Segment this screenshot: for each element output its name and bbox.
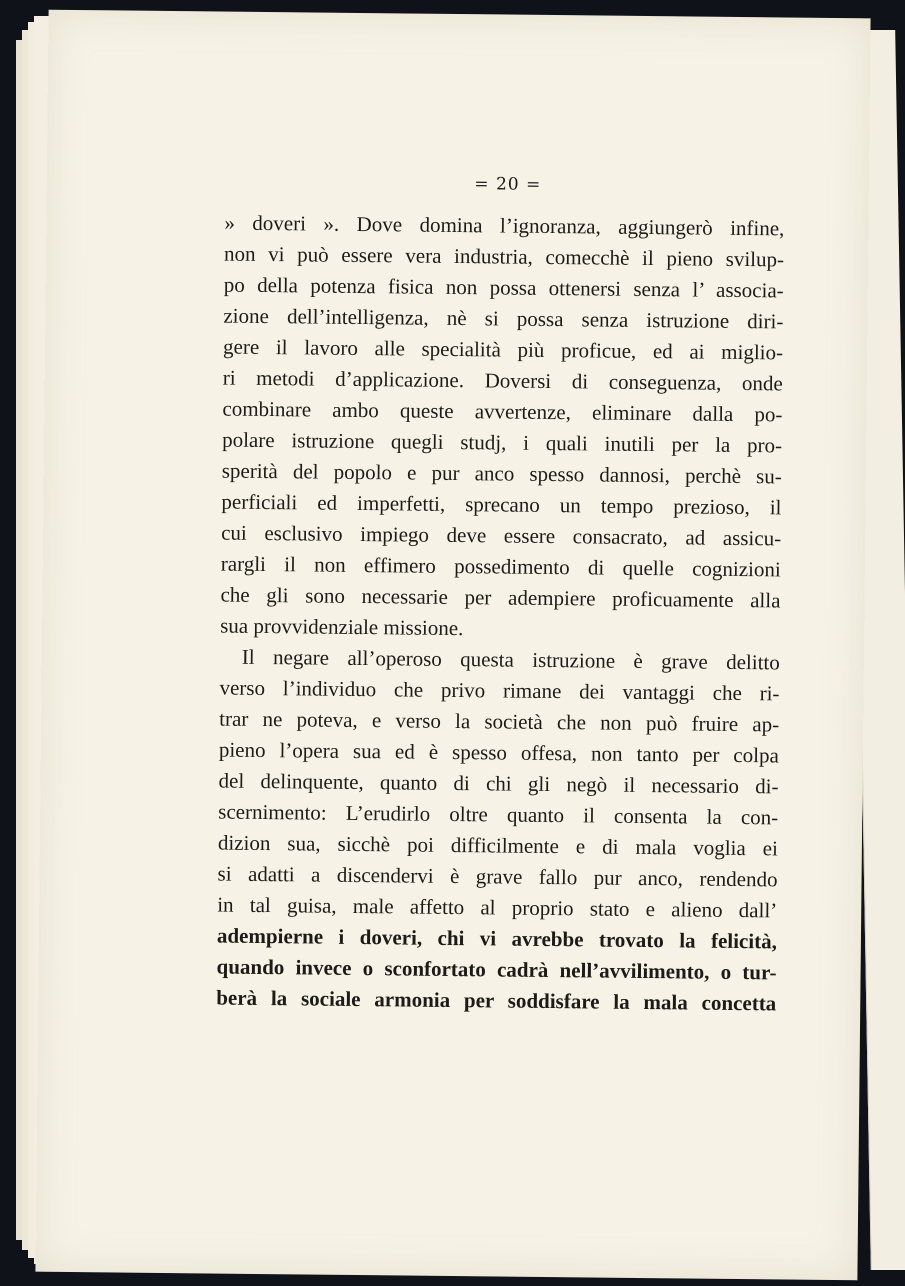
text-line: rargli il non effimero possedimento di quelle cognizioni [220,551,781,582]
text-line: pieno l’opera sua ed è spesso offesa, non tanto per colpa [218,737,779,768]
text-line: dizion sua, sicchè poi difficilmente e di mala voglia ei [217,830,779,861]
text-line: po della potenza fisica non possa ottenersi senza l’ associa- [223,272,784,303]
text-line: del delinquente, quanto di chi gli negò il necessario di- [218,768,779,799]
text-line: berà la sociale armonia per soddisfare la mala concetta [216,985,777,1016]
text-line: non vi può essere vera industria, comecchè il pieno svilup- [223,241,785,272]
body-text [216,208,784,1020]
text-line: scernimento: L’erudirlo oltre quanto il consenta la con- [218,799,779,830]
text-line: polare istruzione quegli studj, i quali inutili per la pro- [222,427,783,458]
text-line: in tal guisa, male affetto al proprio stato e alieno dall’ [217,892,778,923]
text-line: zione dell’intelligenza, nè si possa senza istruzione diri- [223,303,784,334]
text-line: Il negare all’operoso questa istruzione è grave delitto [241,644,780,675]
text-line: » doveri ». Dove domina l’ignoranza, aggiungerò infine, [224,210,785,241]
text-line: sua provvidenziale missione. [220,613,464,641]
text-line: perficiali ed imperfetti, sprecano un tempo prezioso, il [221,489,782,520]
book-page [35,10,870,1281]
page-number: = 20 = [474,174,542,195]
text-line: si adatti a discendervi è grave fallo pur anco, rendendo [217,861,778,892]
text-line: cui esclusivo impiego deve essere consacrato, ad assicu- [221,520,782,551]
text-line: verso l’individuo che privo rimane dei vantaggi che ri- [219,675,780,706]
text-line: trar ne poteva, e verso la società che non può fruire ap- [219,706,780,737]
text-line: adempierne i doveri, chi vi avrebbe trovato la felicità, [216,923,778,954]
text-line: sperità del popolo e pur anco spesso dannosi, perchè su- [221,458,782,489]
text-line: che gli sono necessarie per adempiere proficuamente alla [220,582,781,613]
text-line: quando invece o sconfortato cadrà nell’avvilimento, o tur- [216,954,777,985]
text-line: ri metodi d’applicazione. Doversi di conseguenza, onde [222,365,783,396]
text-line: gere il lavoro alle specialità più proficue, ed ai miglio- [222,334,784,365]
text-line: combinare ambo queste avvertenze, eliminare dalla po- [222,396,783,427]
